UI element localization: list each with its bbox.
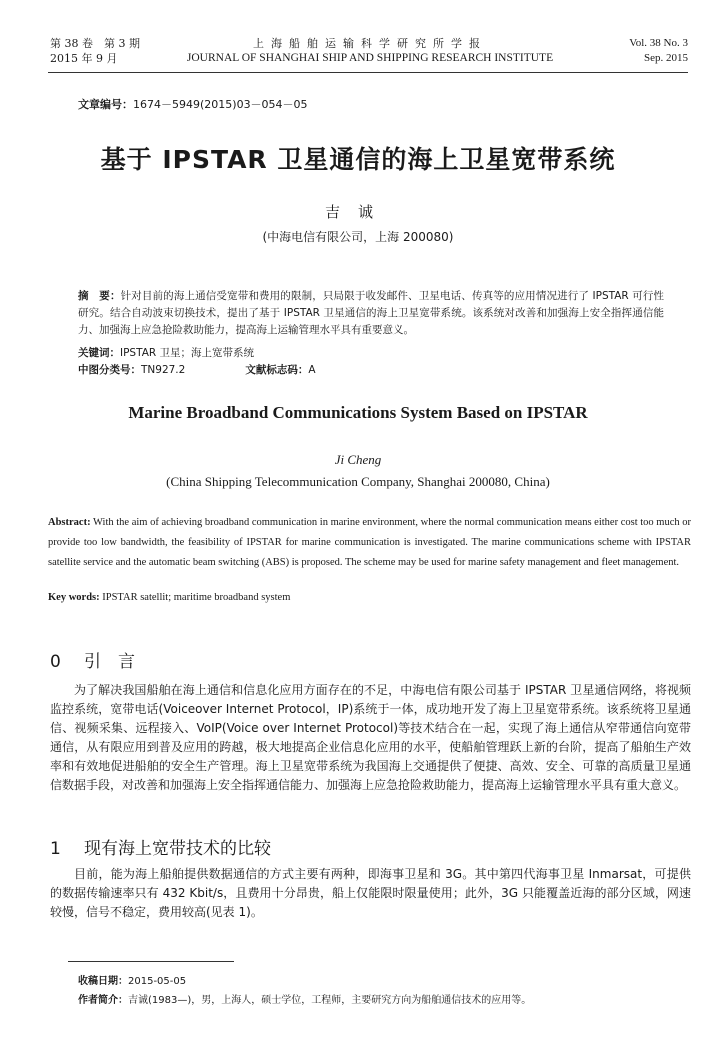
header-volume-en-block — [629, 36, 688, 66]
abstract-en-label: Abstract: — [48, 517, 91, 528]
header-journal-en: JOURNAL OF SHANGHAI SHIP AND SHIPPING RESEARCH INSTITUTE — [186, 52, 554, 64]
abstract-en-text: With the aim of achieving broadband communication in marine environment, where the normal communication means either cost too much or provide too low bandwidth, the feasibility of IPSTAR for marine communication is investigated. The marine communications scheme with IPSTAR satellite service and the automatic beam switching (ABS) is proposed. The scheme may be used for marine safety management and fleet management. — [48, 517, 692, 568]
doc-code-label: 文献标志码： — [245, 364, 309, 376]
header-volume-en: Vol. 38 No. 3 — [629, 37, 688, 49]
classification-line — [78, 362, 664, 379]
bio-label: 作者简介： — [78, 995, 128, 1006]
article-number — [78, 96, 308, 112]
paper-title-en: Marine Broadband Communications System Based on IPSTAR — [128, 403, 588, 422]
doc-code-value: A — [308, 364, 316, 376]
author-en: Ji Cheng — [334, 452, 382, 467]
keywords-en-text: IPSTAR satellit; maritime broadband system — [102, 592, 291, 603]
author-cn: 吉诚 — [324, 203, 391, 221]
header-journal-cn: 上海船舶运输科学研究所学报 — [253, 37, 487, 50]
paper-title-cn: 基于 IPSTAR 卫星通信的海上卫星宽带系统 — [100, 145, 616, 174]
keywords-cn-label: 关键词： — [78, 347, 120, 359]
header-date-cn: 2015 年 9 月 — [50, 52, 118, 65]
received-value: 2015-05-05 — [128, 976, 187, 987]
section-body-1: 目前，能为海上船舶提供数据通信的方式主要有两种，即海事卫星和 3G。其中第四代海事卫星 Inmarsat，可提供的数据传输速率只有 432 Kbit/s，且费用十分昂贵，船上仅能限时限量使用；此外，3G 只能覆盖近海的部分区域，网速较慢，信号不稳定，费用较高(见表 1)。 — [50, 867, 691, 919]
section-body-0: 为了解决我国船舶在海上通信和信息化应用方面存在的不足，中海电信有限公司基于 IPSTAR 卫星通信网络，将视频监控系统，宽带电话(Voiceover Internet Protocol，IP)系统于一体，成功地开发了海上卫星宽带系统。该系统将卫星通信、视频采集、远程接入、VoIP(Voice over Internet Protocol)等技术结合在一起，实现了海上通信从窄带通信向宽带通信，从有限应用到普及应用的跨越，极大地提高企业信息化应用的水平，使船舶管理跃上新的台阶，提高了船舶生产效率和有效地促进船舶的安全生产管理。海上卫星宽带系统为我国海上交通提供了便捷、高效、安全、可靠的高质量卫星通信数据手段，对改善和加强海上安全指挥通信能力、加强海上应急抢险救助能力，提高海上运输管理水平具有重大意义。 — [50, 683, 691, 792]
footnote-rule — [68, 961, 234, 962]
abstract-en — [48, 513, 691, 573]
section-heading-0 — [50, 647, 135, 672]
article-number-value: 1674－5949(2015)03－054－05 — [133, 98, 308, 111]
author-bio — [78, 991, 531, 1006]
section-title-0: 引 言 — [84, 652, 135, 672]
received-date — [78, 972, 186, 987]
affiliation-en: (China Shipping Telecommunication Company, Shanghai 200080, China) — [166, 474, 550, 489]
keywords-cn-text: IPSTAR 卫星；海上宽带系统 — [120, 347, 255, 359]
section-number-0: 0 — [50, 652, 61, 672]
keywords-cn — [78, 345, 664, 362]
abstract-cn — [78, 288, 664, 339]
header-volume-block — [50, 36, 140, 66]
section-title-1: 现有海上宽带技术的比较 — [84, 839, 271, 859]
clc-value: TN927.2 — [141, 364, 186, 376]
abstract-cn-text: 针对目前的海上通信受宽带和费用的限制，只局限于收发邮件、卫星电话、传真等的应用情况进行了 IPSTAR 可行性研究。结合自动波束切换技术，提出了基于 IPSTAR 卫星通信的海上卫星宽带系统。该系统对改善和加强海上安全指挥通信能力、加强海上应急抢险救助能力，提高海上运输管理水平具有重要意义。 — [78, 290, 664, 336]
section-number-1: 1 — [50, 839, 61, 859]
keywords-en-label: Key words: — [48, 592, 100, 603]
header-journal-block — [160, 36, 580, 66]
bio-text: 吉诚(1983—)，男，上海人，硕士学位，工程师，主要研究方向为船舶通信技术的应用等。 — [128, 995, 532, 1006]
article-number-label: 文章编号： — [78, 98, 133, 111]
affiliation-cn: (中海电信有限公司，上海 200080) — [262, 230, 454, 244]
abstract-cn-label: 摘 要： — [78, 290, 121, 302]
header-rule — [48, 72, 688, 73]
section-heading-1 — [50, 834, 271, 859]
received-label: 收稿日期： — [78, 976, 128, 987]
header-volume-cn: 第 38 卷 第 3 期 — [50, 37, 140, 50]
header-date-en: Sep. 2015 — [644, 52, 688, 64]
keywords-en — [48, 588, 691, 608]
clc-label: 中图分类号： — [78, 364, 141, 376]
